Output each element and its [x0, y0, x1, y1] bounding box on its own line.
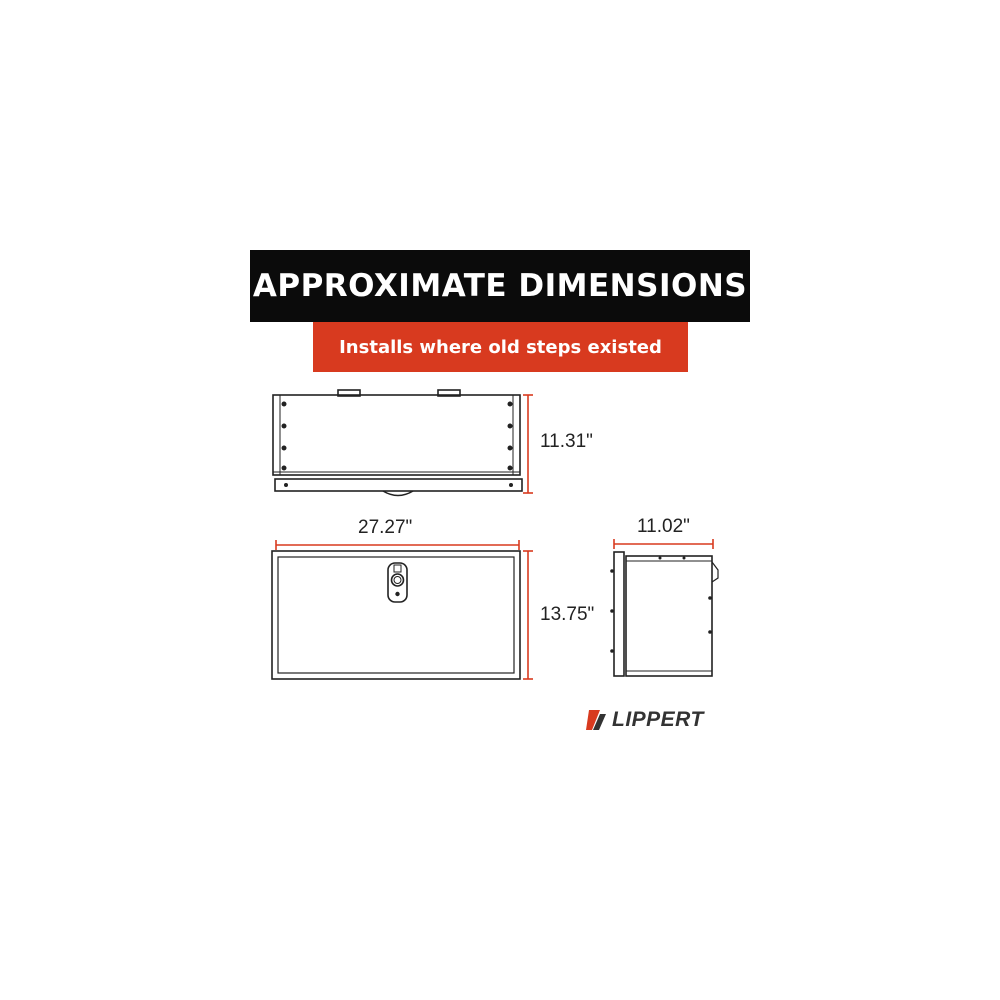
width-label: 27.27" — [358, 517, 413, 538]
keyhole-icon — [395, 592, 399, 596]
top-view-screws — [282, 402, 514, 488]
front-view — [272, 551, 520, 679]
lock-cylinder — [392, 574, 404, 586]
side-view — [614, 552, 718, 676]
depth-label: 11.02" — [637, 516, 690, 537]
brand-logo — [584, 706, 704, 734]
side-view-body — [626, 556, 712, 676]
side-view-door-edge — [614, 552, 624, 676]
width-dimension-line — [276, 540, 519, 550]
height-top-view-label: 11.31" — [540, 431, 593, 452]
depth-dimension-line — [614, 539, 713, 549]
top-view — [273, 390, 522, 496]
page-title: APPROXIMATE DIMENSIONS — [252, 268, 748, 304]
height-dimension-line-top — [523, 395, 533, 493]
page-subtitle: Installs where old steps existed — [339, 336, 662, 358]
top-view-flange — [275, 479, 522, 491]
top-view-body — [273, 395, 520, 475]
front-view-outer-frame — [272, 551, 520, 679]
side-view-hinge — [712, 562, 718, 582]
height-front-view-label: 13.75" — [540, 604, 595, 625]
brand-name: LIPPERT — [612, 708, 704, 731]
lippert-logo-icon — [584, 708, 608, 732]
height-dimension-line-front — [523, 551, 533, 679]
